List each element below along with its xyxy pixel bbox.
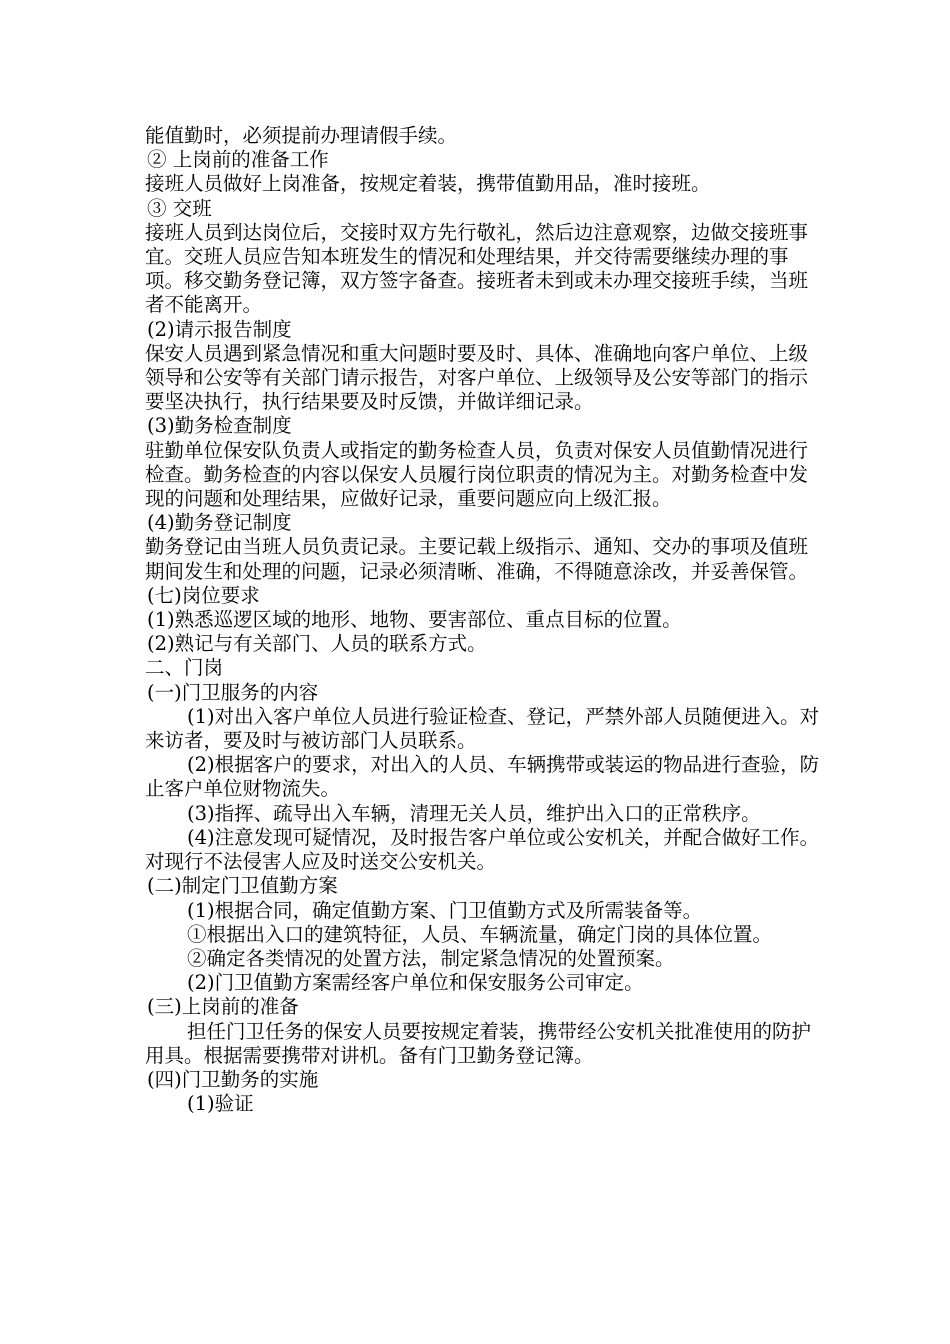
section-heading: (三)上岗前的准备 (147, 995, 299, 1019)
body-paragraph: 接班人员到达岗位后，交接时双方先行敬礼，然后边注意观察，边做交接班事宜。交班人员应告知本班发生的情况和处理结果，并交待需要继续办理的事项。移交勤务登记簿，双方签字备查。接班者未到或未办理交接班手续，当班者不能离开。 (145, 220, 809, 317)
section-heading: (2)熟记与有关部门、人员的联系方式。 (147, 632, 487, 656)
section-heading: (3)勤务检查制度 (147, 414, 292, 438)
section-heading: (4)勤务登记制度 (147, 511, 292, 535)
indented-paragraph: ②确定各类情况的处置方法，制定紧急情况的处置预案。 (187, 946, 675, 970)
body-paragraph: 保安人员遇到紧急情况和重大问题时要及时、具体、准确地向客户单位、上级领导和公安等有关部门请示报告，对客户单位、上级领导及公安等部门的指示要坚决执行，执行结果要及时反馈，并做详细记录。 (145, 341, 809, 414)
section-heading: (四)门卫勤务的实施 (147, 1067, 319, 1091)
indented-paragraph: ①根据出入口的建筑特征，人员、车辆流量，确定门岗的具体位置。 (187, 922, 773, 946)
section-heading: (二)制定门卫值勤方案 (147, 874, 338, 898)
section-heading: (一)门卫服务的内容 (147, 680, 319, 704)
indented-paragraph: (1)验证 (187, 1092, 254, 1116)
indented-paragraph: (1)根据合同，确定值勤方案、门卫值勤方式及所需装备等。 (187, 898, 703, 922)
body-paragraph: 能值勤时，必须提前办理请假手续。 (145, 124, 458, 147)
indented-paragraph: (2)门卫值勤方案需经客户单位和保安服务公司审定。 (187, 971, 644, 995)
section-heading: ② 上岗前的准备工作 (147, 148, 329, 172)
body-paragraph: 二、门岗 (145, 656, 224, 680)
indented-paragraph: (1)对出入客户单位人员进行验证检查、登记，严禁外部人员随便进入。对来访者，要及时与被访部门人员联系。 (145, 704, 820, 753)
section-heading: (1)熟悉巡逻区域的地形、地物、要害部位、重点目标的位置。 (147, 608, 682, 632)
section-heading: ③ 交班 (147, 196, 212, 220)
indented-paragraph: (2)根据客户的要求，对出入的人员、车辆携带或装运的物品进行查验，防止客户单位财物流失。 (145, 753, 820, 801)
indented-paragraph: 担任门卫任务的保安人员要按规定着装，携带经公安机关批准使用的防护用具。根据需要携带对讲机。备有门卫勤务登记簿。 (145, 1019, 812, 1067)
document-body (145, 124, 825, 1116)
body-paragraph: 驻勤单位保安队负责人或指定的勤务检查人员，负责对保安人员值勤情况进行检查。勤务检查的内容以保安人员履行岗位职责的情况为主。对勤务检查中发现的问题和处理结果，应做好记录，重要问题应向上级汇报。 (145, 438, 809, 511)
section-heading: (2)请示报告制度 (147, 317, 292, 341)
body-paragraph: 接班人员做好上岗准备，按规定着装，携带值勤用品，准时接班。 (145, 172, 711, 196)
body-paragraph: 勤务登记由当班人员负责记录。主要记载上级指示、通知、交办的事项及值班期间发生和处理的问题，记录必须清晰、准确，不得随意涂改，并妥善保管。 (145, 535, 809, 583)
section-heading: (七)岗位要求 (147, 583, 260, 607)
indented-paragraph: (3)指挥、疏导出入车辆，清理无关人员，维护出入口的正常秩序。 (187, 801, 761, 825)
indented-paragraph: (4)注意发现可疑情况，及时报告客户单位或公安机关，并配合做好工作。对现行不法侵害人应及时送交公安机关。 (145, 825, 820, 874)
